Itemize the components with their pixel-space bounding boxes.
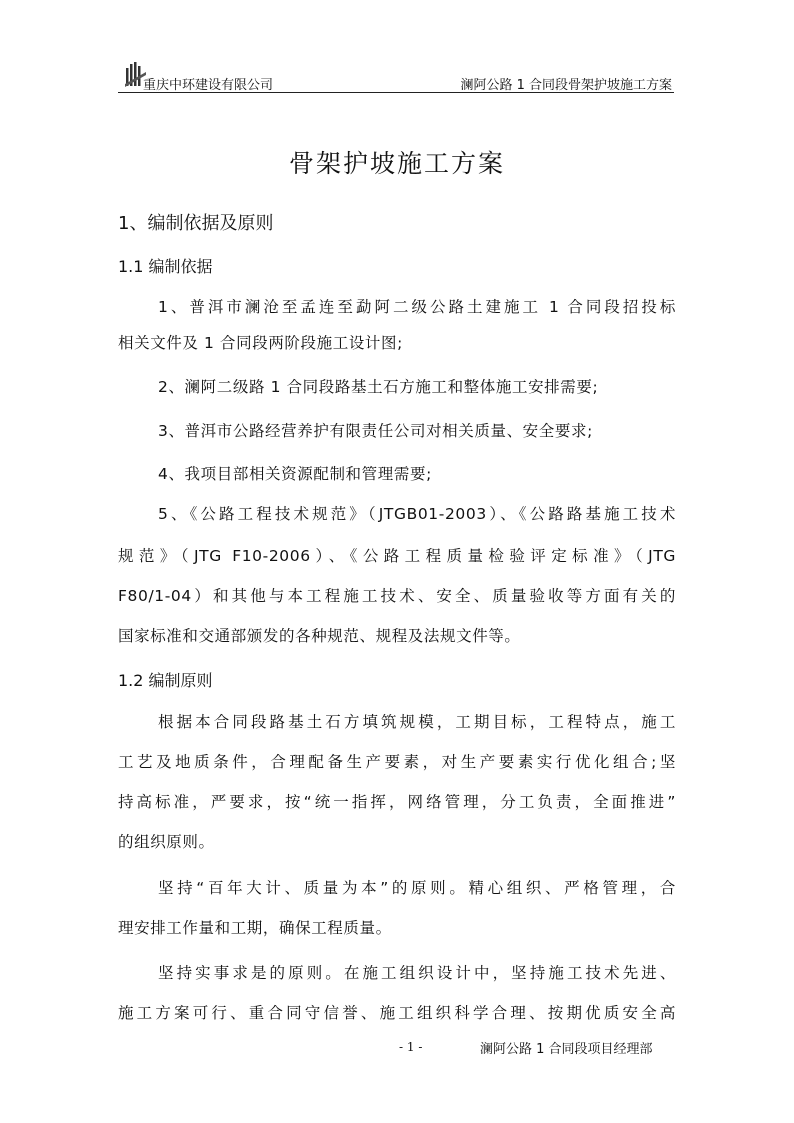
page-header bbox=[118, 56, 674, 93]
basis-item-5-line-3: F80/1-04）和其他与本工程施工技术、安全、质量验收等方面有关的 bbox=[118, 587, 676, 605]
principle-para-2-line-2: 理安排工作量和工期，确保工程质量。 bbox=[118, 919, 392, 937]
basis-item-1-line-2: 相关文件及 1 合同段两阶段施工设计图; bbox=[118, 334, 403, 352]
header-doc-title: 澜阿公路 1 合同段骨架护坡施工方案 bbox=[460, 78, 672, 93]
basis-item-1-line-1: 1、普洱市澜沧至孟连至勐阿二级公路土建施工 1 合同段招投标 bbox=[158, 298, 676, 316]
company-name: 重庆中环建设有限公司 bbox=[143, 78, 274, 93]
principle-para-1-line-2: 工艺及地质条件，合理配备生产要素，对生产要素实行优化组合;坚 bbox=[118, 753, 676, 771]
document-title: 骨架护坡施工方案 bbox=[288, 149, 505, 178]
footer-department: 澜阿公路 1 合同段项目经理部 bbox=[480, 1042, 653, 1057]
page-number: - 1 - bbox=[399, 1040, 423, 1054]
basis-item-5-line-4: 国家标准和交通部颁发的各种规范、规程及法规文件等。 bbox=[118, 627, 521, 645]
basis-item-5-line-1: 5、《公路工程技术规范》（JTGB01-2003）、《公路路基施工技术 bbox=[158, 505, 676, 523]
principle-para-2-line-1: 坚持“百年大计、质量为本”的原则。精心组织、严格管理，合 bbox=[158, 879, 676, 897]
principle-para-1-line-4: 的组织原则。 bbox=[118, 833, 215, 851]
principle-para-1-line-1: 根据本合同段路基土石方填筑规模，工期目标，工程特点，施工 bbox=[158, 713, 676, 731]
basis-item-5-line-2: 规范》（JTG F10-2006）、《公路工程质量检验评定标准》（JTG bbox=[118, 547, 676, 565]
basis-item-3: 3、普洱市公路经营养护有限责任公司对相关质量、安全要求; bbox=[158, 422, 593, 440]
basis-item-4: 4、我项目部相关资源配制和管理需要; bbox=[158, 465, 432, 483]
subsection-heading-1-2: 1.2 编制原则 bbox=[118, 671, 213, 690]
basis-item-2: 2、澜阿二级路 1 合同段路基土石方施工和整体施工安排需要; bbox=[158, 378, 599, 396]
section-heading-1: 1、编制依据及原则 bbox=[118, 213, 274, 234]
principle-para-1-line-3: 持高标准，严要求，按“统一指挥，网络管理，分工负责，全面推进” bbox=[118, 793, 676, 811]
principle-para-3-line-1: 坚持实事求是的原则。在施工组织设计中，坚持施工技术先进、 bbox=[158, 964, 676, 982]
subsection-heading-1-1: 1.1 编制依据 bbox=[118, 257, 213, 276]
principle-para-3-line-2: 施工方案可行、重合同守信誉、施工组织科学合理、按期优质安全高 bbox=[118, 1004, 676, 1022]
